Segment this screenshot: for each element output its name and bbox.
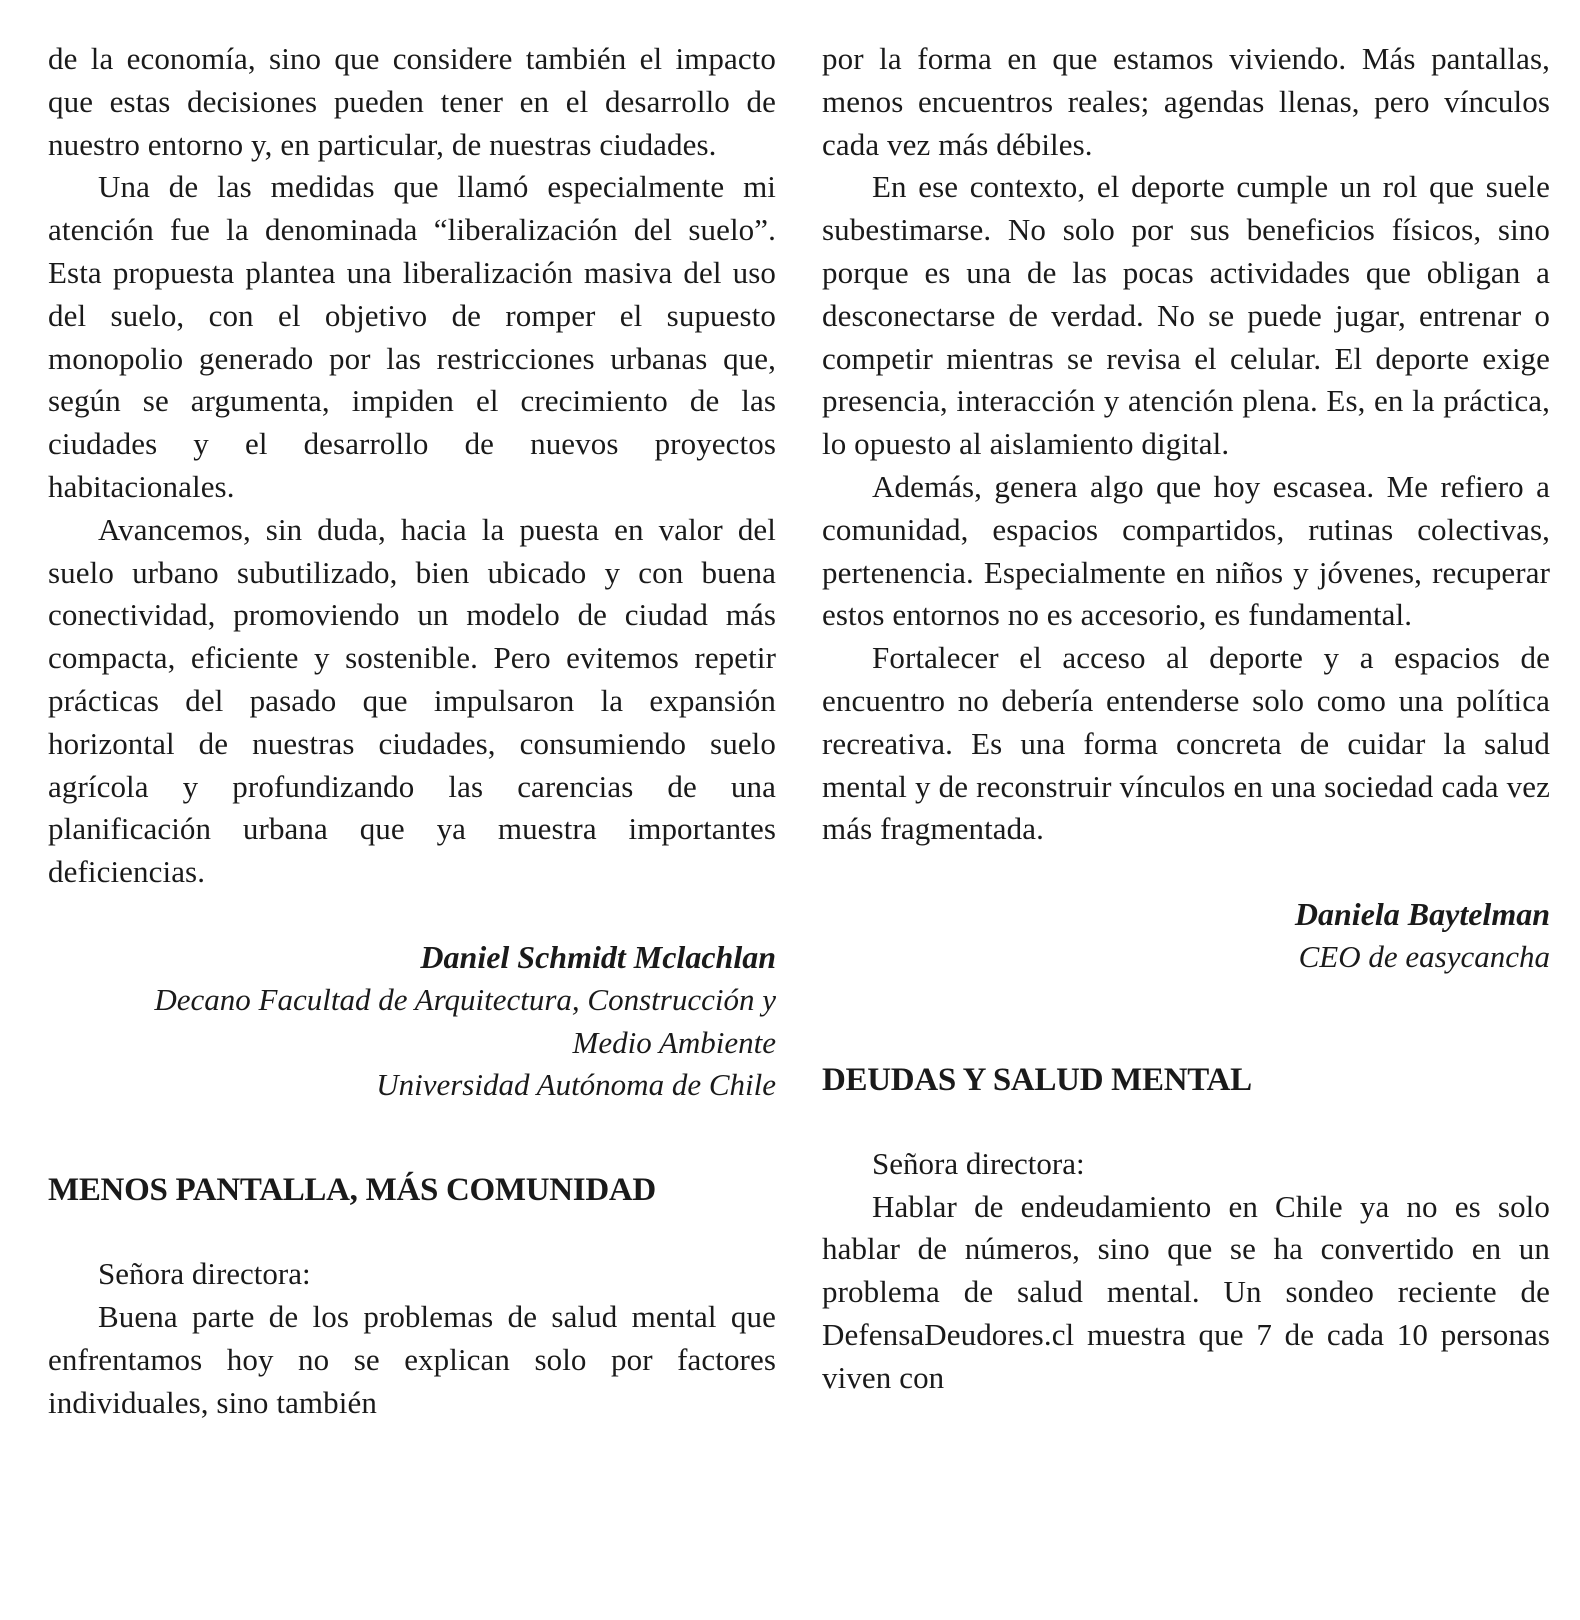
right-column — [822, 38, 1550, 1400]
letter1-signature — [48, 936, 776, 1107]
letter1-paragraph-1: de la economía, sino que considere también el impacto que estas decisiones pueden tener en el desarrollo de nuestro entorno y, en particular, de nuestras ciudades. — [48, 41, 776, 162]
letter3-salutation: Señora directora: — [872, 1145, 1085, 1181]
signature-name: Daniela Baytelman — [1294, 896, 1550, 933]
signature-name: Daniel Schmidt Mclachlan — [420, 938, 776, 975]
signature-institution: Universidad Autónoma de Chile — [376, 1067, 776, 1103]
letter1-paragraph-3: Avancemos, sin duda, hacia la puesta en valor del suelo urbano subutilizado, bien ubicado y con buena conectividad, promoviendo un modelo de ciudad más compacta, eficiente y sostenible. Pero evitemos repetir prácticas del pasado que impulsaron la expansión horizontal de nuestras ciudades, consumiendo suelo agrícola y profundizando las carencias de una planificación urbana que ya muestra importantes deficiencias. — [48, 511, 776, 890]
left-column — [48, 38, 776, 1424]
letter2-salutation: Señora directora: — [98, 1256, 311, 1292]
signature-role: CEO de easycancha — [1298, 938, 1550, 974]
spacer — [48, 894, 776, 936]
letter2-paragraph-1: Buena parte de los problemas de salud mental que enfrentamos hoy no se explican solo por factores individuales, sino también — [48, 1298, 776, 1420]
letter2-continued-paragraph-1: por la forma en que estamos viviendo. Más pantallas, menos encuentros reales; agendas llenas, pero vínculos cada vez más débiles. — [822, 41, 1550, 162]
spacer — [822, 851, 1550, 893]
letter3-paragraph-1: Hablar de endeudamiento en Chile ya no es solo hablar de números, sino que se ha convertido en un problema de salud mental. Un sondeo reciente de DefensaDeudores.cl muestra que 7 de cada 10 personas viven con — [822, 1188, 1550, 1395]
letter2-paragraph-2: En ese contexto, el deporte cumple un rol que suele subestimarse. No solo por sus beneficios físicos, sino porque es una de las pocas actividades que obligan a desconectarse de verdad. No se puede jugar, entrenar o competir mientras se revisa el celular. El deporte exige presencia, interacción y atención plena. Es, en la práctica, lo opuesto al aislamiento digital. — [822, 169, 1550, 462]
spacer — [48, 1107, 776, 1169]
letter2-paragraph-3: Además, genera algo que hoy escasea. Me refiero a comunidad, espacios compartidos, rutinas colectivas, pertenencia. Especialmente en niños y jóvenes, recuperar estos entornos no es accesorio, es fundamental. — [822, 468, 1550, 633]
letter2-paragraph-4: Fortalecer el acceso al deporte y a espacios de encuentro no debería entenderse solo como una política recreativa. Es una forma concreta de cuidar la salud mental y de reconstruir vínculos en una sociedad cada vez más fragmentada. — [822, 640, 1550, 847]
letter2-signature — [822, 893, 1550, 979]
spacer — [822, 1101, 1550, 1143]
letter2-heading: MENOS PANTALLA, MÁS COMUNIDAD — [48, 1172, 656, 1209]
spacer — [822, 979, 1550, 1059]
spacer — [48, 1211, 776, 1253]
signature-role: Decano Facultad de Arquitectura, Construcción y Medio Ambiente — [154, 981, 776, 1060]
letter1-paragraph-2: Una de las medidas que llamó especialmente mi atención fue la denominada “liberalización del suelo”. Esta propuesta plantea una liberalización masiva del uso del suelo, con el objetivo de romper el supuesto monopolio generado por las restricciones urbanas que, según se argumenta, impiden el crecimiento de las ciudades y el desarrollo de nuevos proyectos habitacionales. — [48, 169, 776, 504]
letter3-heading: DEUDAS Y SALUD MENTAL — [822, 1061, 1252, 1098]
